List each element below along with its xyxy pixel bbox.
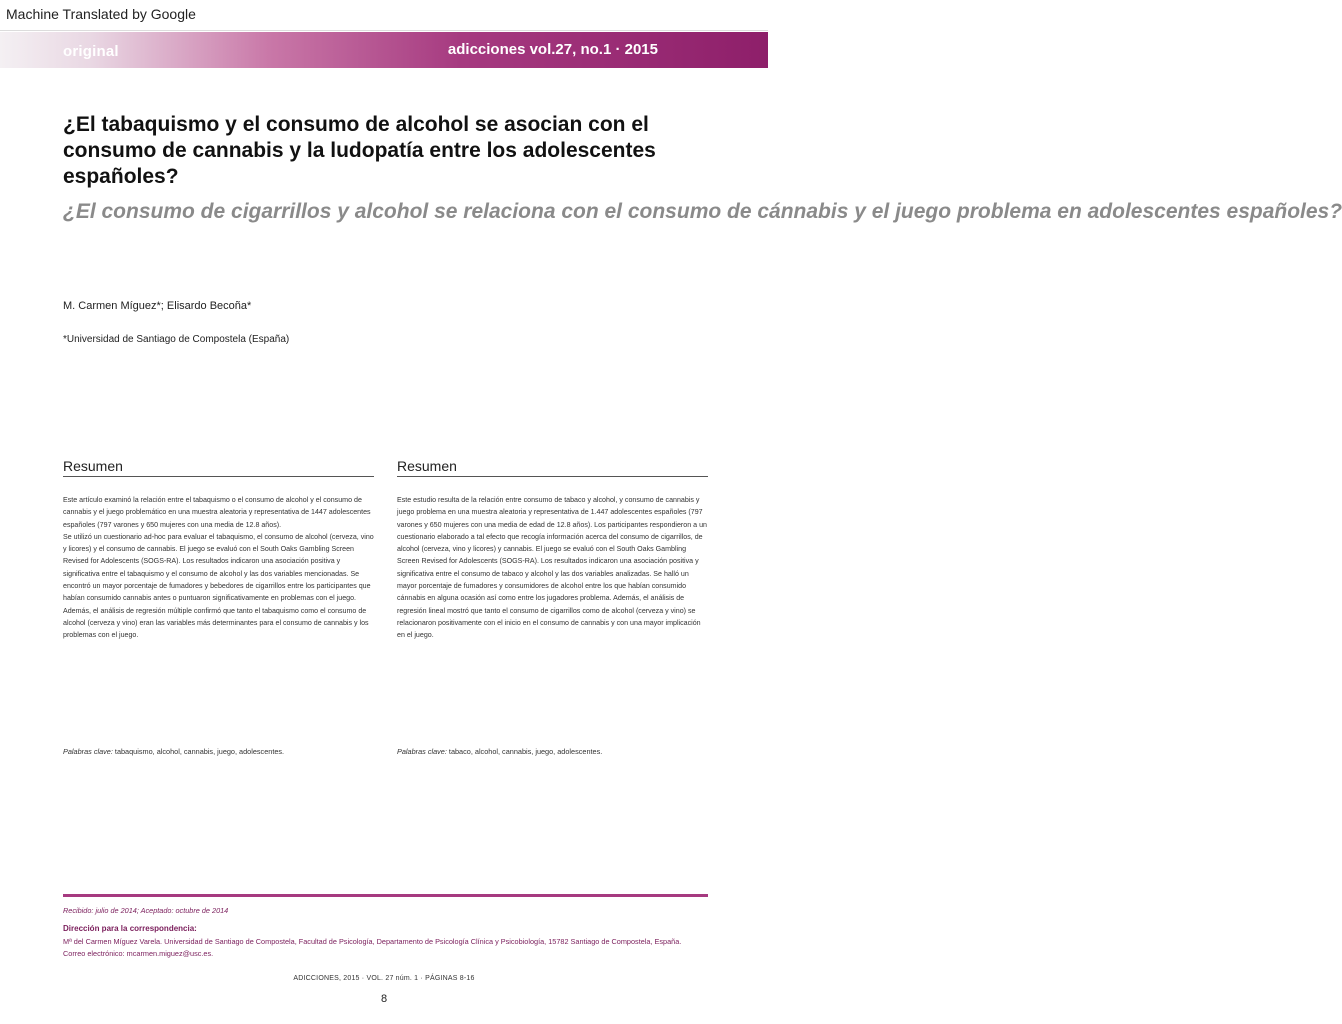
correspondence-title: Dirección para la correspondencia: <box>63 924 197 933</box>
keywords-left <box>63 747 284 756</box>
keywords-right <box>397 747 602 756</box>
keywords-text: tabaquismo, alcohol, cannabis, juego, adolescentes. <box>112 747 285 756</box>
abstract-heading: Resumen <box>397 458 708 477</box>
translation-bar-label: Machine Translated by Google <box>6 6 196 22</box>
section-label: original <box>63 43 119 60</box>
keywords-label: Palabras clave: <box>397 747 447 756</box>
abstract-column-right <box>397 458 708 642</box>
affiliation: *Universidad de Santiago de Compostela (España) <box>63 334 290 345</box>
article-title: ¿El tabaquismo y el consumo de alcohol se asocian con el consumo de cannabis y la ludopatía entre los adolescentes españoles? <box>63 113 656 188</box>
abstract-paragraph: Este estudio resulta de la relación entre consumo de tabaco y alcohol, y consumo de cannabis y juego problema en una muestra aleatoria y representativa de 1.447 adolescentes españoles (797 varones y 650 mujeres con una media de edad de 12.8 años). Los participantes respondieron a un cuestionario elaborado a tal efecto que recogía información acerca del consumo de cigarrillos, de alcohol (cerveza, vino y licores) y cannabis. El juego se evaluó con el South Oaks Gambling Screen Revised for Adolescents (SOGS-RA). Los resultados indicaron una asociación positiva y significativa entre el consumo de tabaco y alcohol y las dos variables analizadas. Se halló un mayor porcentaje de fumadores y consumidores de alcohol entre los que habían consumido cánnabis en alguna ocasión así como entre los jugadores problema. Además, el análisis de regresión lineal mostró que tanto el consumo de cigarrillos como de alcohol (cerveza y vino) se relacionaron positivamente con el inicio en el consumo de cannabis y con una mayor implicación en el juego. <box>397 496 707 640</box>
journal-header-band <box>0 32 768 68</box>
article-title-translated: ¿El consumo de cigarrillos y alcohol se relaciona con el consumo de cánnabis y el juego problema en adolescentes españoles? <box>63 200 1342 223</box>
footnote-divider <box>63 894 708 897</box>
running-footer: ADICCIONES, 2015 · VOL. 27 núm. 1 · PÁGINAS 8-16 <box>293 975 475 982</box>
keywords-label: Palabras clave: <box>63 747 113 756</box>
abstract-body <box>63 494 374 642</box>
page-number: 8 <box>380 993 388 1005</box>
correspondence-body: Mª del Carmen Míguez Varela. Universidad de Santiago de Compostela, Facultad de Psicología, Departamento de Psicología Clínica y Psicobiología, 15782 Santiago de Compostela, España. Correo electrónico: mcarmen.miguez@usc.es. <box>63 937 682 958</box>
journal-citation: adicciones vol.27, no.1 · 2015 <box>447 41 658 58</box>
received-dates: Recibido: julio de 2014; Aceptado: octubre de 2014 <box>63 906 229 915</box>
abstract-column-left <box>63 458 374 642</box>
keywords-text: tabaco, alcohol, cannabis, juego, adolescentes. <box>446 747 603 756</box>
authors: M. Carmen Míguez*; Elisardo Becoña* <box>63 300 252 312</box>
abstract-heading: Resumen <box>63 458 374 477</box>
abstract-paragraph: Este artículo examinó la relación entre el tabaquismo o el consumo de alcohol y el consumo de cannabis y el juego problemático en una muestra aleatoria y representativa de 1447 adolescentes españoles (797 varones y 650 mujeres con una media de 12.8 años). <box>63 496 371 529</box>
abstract-paragraph: Se utilizó un cuestionario ad-hoc para evaluar el tabaquismo, el consumo de alcohol (cerveza, vino y licores) y el consumo de cannabis. El juego se evaluó con el South Oaks Gambling Screen Revised for Adolescents (SOGS-RA). Los resultados indicaron una asociación positiva y significativa entre el tabaquismo y el consumo de alcohol y las dos variables mencionadas. Se encontró un mayor porcentaje de fumadores y bebedores de cigarrillos entre los participantes que habían consumido cannabis antes o puntuaron significativamente en problemas con el juego. Además, el análisis de regresión múltiple confirmó que tanto el tabaquismo como el consumo de alcohol (cerveza y vino) eran las variables más determinantes para el consumo de cannabis y los problemas con el juego. <box>63 532 374 640</box>
abstract-body <box>397 494 708 642</box>
translation-bar <box>0 0 768 31</box>
